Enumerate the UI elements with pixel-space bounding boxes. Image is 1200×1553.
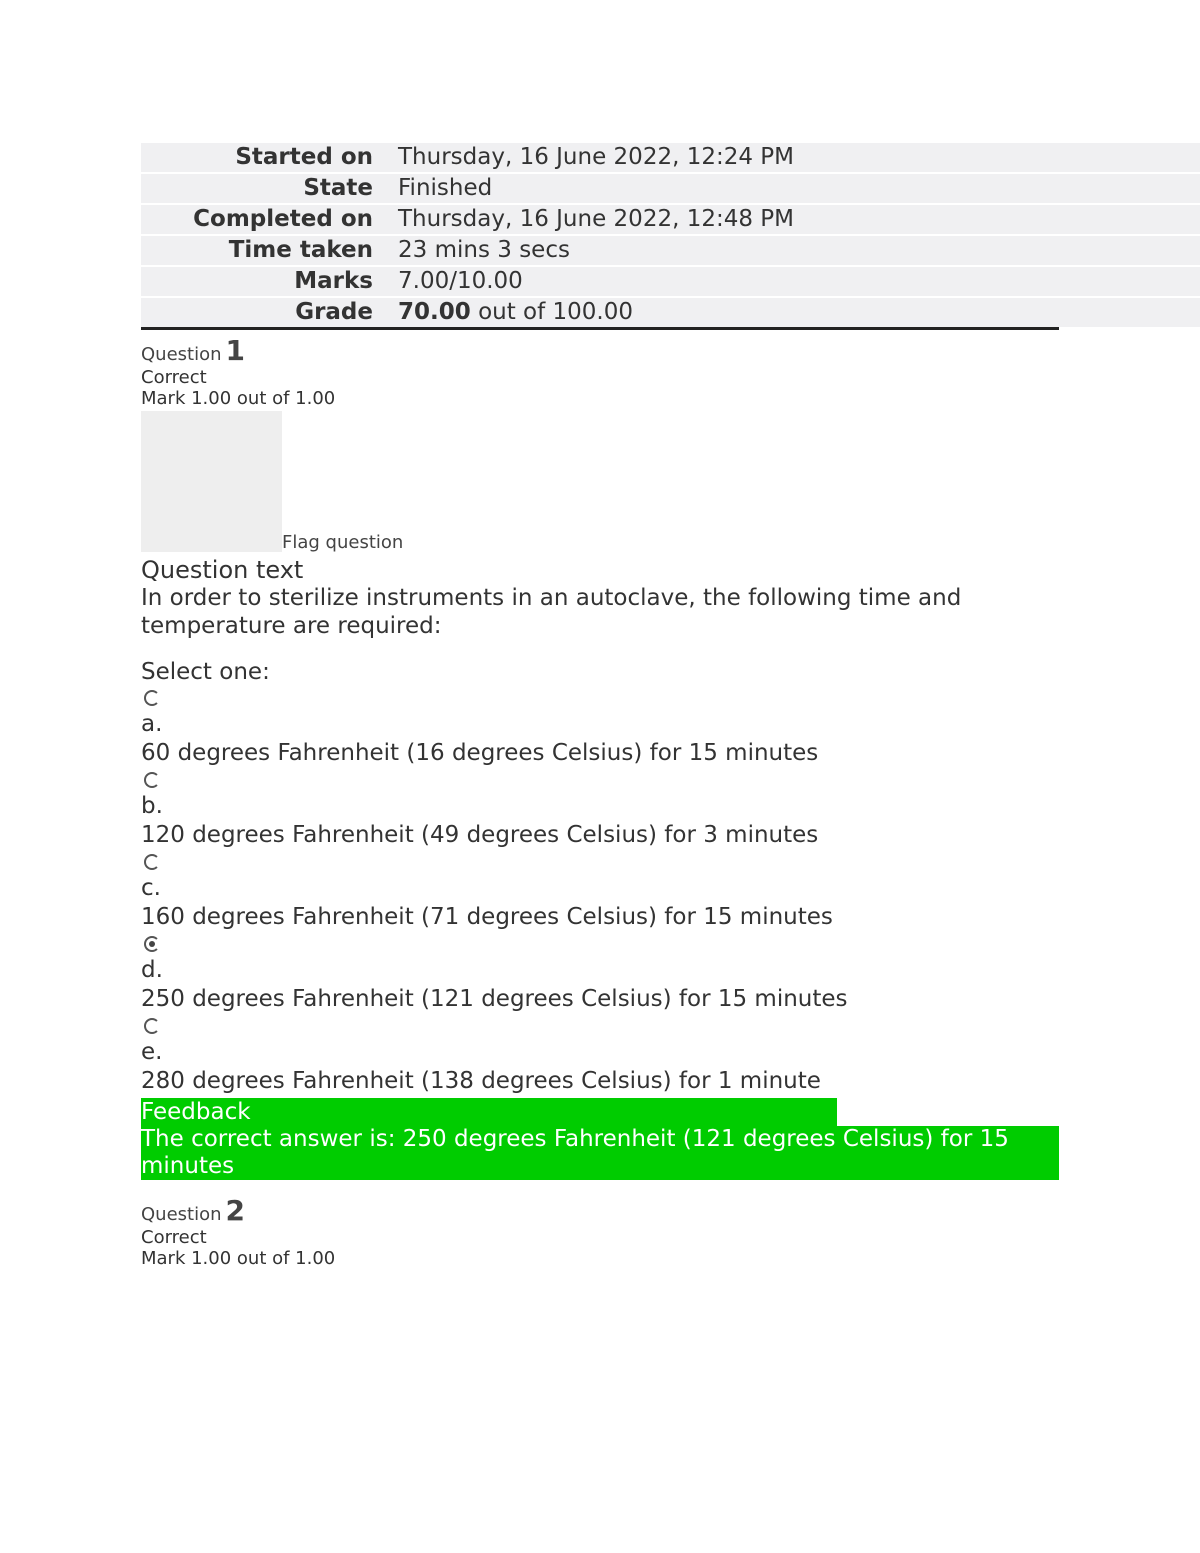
question-text-heading: Question text	[141, 556, 304, 584]
answer-option-c[interactable]	[141, 854, 1200, 932]
question-label: Question	[141, 344, 222, 365]
select-one-label: Select one:	[141, 659, 270, 685]
question-label: Question	[141, 1204, 222, 1225]
feedback-text: The correct answer is: 250 degrees Fahrenheit (121 degrees Celsius) for 15 minutes	[141, 1126, 1059, 1180]
question-2-mark: Mark 1.00 out of 1.00	[141, 1248, 336, 1269]
flag-question-row[interactable]	[141, 411, 1200, 552]
answer-option-e[interactable]	[141, 1018, 1200, 1096]
radio-button[interactable]	[144, 854, 160, 870]
radio-button[interactable]	[144, 690, 160, 706]
radio-button[interactable]	[144, 772, 160, 788]
state-value: Finished	[384, 173, 1200, 204]
feedback-heading: Feedback	[141, 1098, 837, 1126]
radio-button-selected[interactable]	[144, 936, 160, 952]
radio-button[interactable]	[144, 1018, 160, 1034]
quiz-review-page	[141, 141, 1200, 1269]
marks-label: Marks	[141, 266, 384, 297]
answer-option-b[interactable]	[141, 772, 1200, 850]
flag-icon[interactable]	[141, 411, 282, 552]
option-letter: b.	[141, 793, 163, 819]
option-letter: e.	[141, 1039, 163, 1065]
summary-row-marks	[141, 266, 1200, 297]
time-taken-label: Time taken	[141, 235, 384, 266]
grade-suffix: out of 100.00	[470, 299, 634, 325]
question-1-header	[141, 334, 1200, 367]
option-letter: c.	[141, 875, 161, 901]
flag-question-label[interactable]: Flag question	[282, 532, 404, 553]
question-2-header	[141, 1194, 1200, 1227]
question-1-mark: Mark 1.00 out of 1.00	[141, 388, 336, 409]
question-number: 2	[225, 1194, 245, 1227]
option-text[interactable]: 160 degrees Fahrenheit (71 degrees Celsius) for 15 minutes	[141, 904, 833, 930]
summary-row-started	[141, 142, 1200, 173]
summary-row-state	[141, 173, 1200, 204]
option-text[interactable]: 60 degrees Fahrenheit (16 degrees Celsius) for 15 minutes	[141, 740, 819, 766]
option-text[interactable]: 280 degrees Fahrenheit (138 degrees Celsius) for 1 minute	[141, 1068, 821, 1094]
grade-value	[384, 297, 1200, 327]
question-number: 1	[225, 334, 245, 367]
attempt-summary-table	[141, 141, 1200, 327]
answer-option-d[interactable]	[141, 936, 1200, 1014]
option-text[interactable]: 250 degrees Fahrenheit (121 degrees Celsius) for 15 minutes	[141, 986, 848, 1012]
answer-option-a[interactable]	[141, 690, 1200, 768]
time-taken-value: 23 mins 3 secs	[384, 235, 1200, 266]
grade-score: 70.00	[398, 299, 471, 325]
marks-value: 7.00/10.00	[384, 266, 1200, 297]
state-label: State	[141, 173, 384, 204]
question-1-state: Correct	[141, 367, 207, 388]
started-on-label: Started on	[141, 142, 384, 173]
option-letter: a.	[141, 711, 163, 737]
grade-label: Grade	[141, 297, 384, 327]
completed-on-value: Thursday, 16 June 2022, 12:48 PM	[384, 204, 1200, 235]
summary-divider	[141, 327, 1059, 330]
summary-row-time	[141, 235, 1200, 266]
summary-row-completed	[141, 204, 1200, 235]
started-on-value: Thursday, 16 June 2022, 12:24 PM	[384, 142, 1200, 173]
option-letter: d.	[141, 957, 163, 983]
summary-row-grade	[141, 297, 1200, 327]
question-text: In order to sterilize instruments in an autoclave, the following time and temperature are required:	[141, 585, 962, 639]
option-text[interactable]: 120 degrees Fahrenheit (49 degrees Celsius) for 3 minutes	[141, 822, 819, 848]
question-2-state: Correct	[141, 1227, 207, 1248]
completed-on-label: Completed on	[141, 204, 384, 235]
